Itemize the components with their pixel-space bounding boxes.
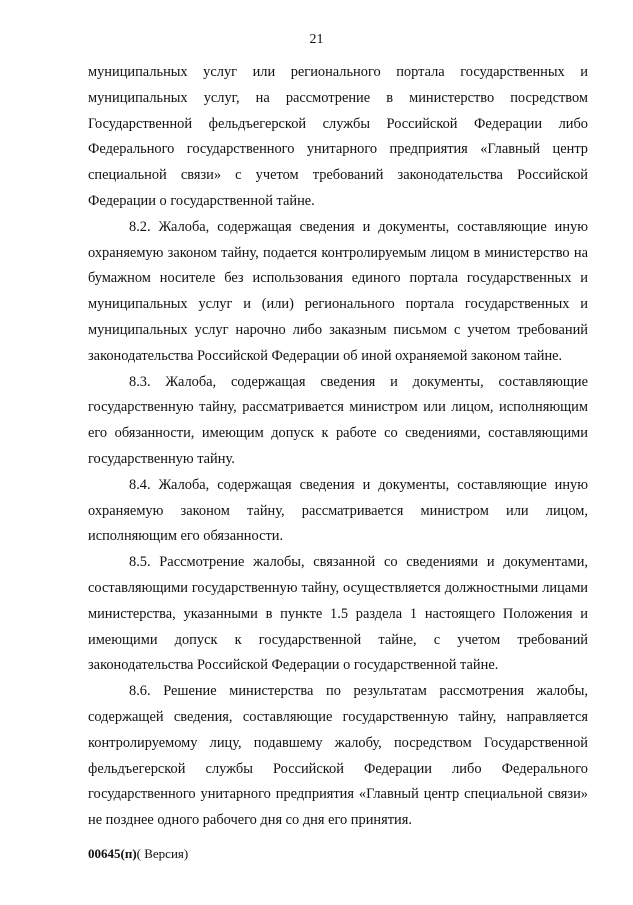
document-version: ( Версия) [136,846,189,861]
page-number: 21 [309,32,324,47]
paragraph-8-6: 8.6. Решение министерства по результатам рассмотрения жалобы, содержащей сведения, составляющие государственную тайну, направляется контролируемому лицу, подавшему жалобу, посредством Государственной фельдъегерской службы Российской Федерации либо Федерального государственного унитарного предприятия «Главный центр специальной связи» не позднее одного рабочего дня со дня его принятия. [88,683,588,829]
paragraph-continuation: муниципальных услуг или регионального портала государственных и муниципальных услуг, на рассмотрение в министерство посредством Государственной фельдъегерской службы Российской Федерации либо Федерального государственного унитарного предприятия «Главный центр специальной связи» с учетом требований законодательства Российской Федерации о государственной тайне. [88,64,588,209]
document-footer [88,845,188,863]
document-body [88,60,588,834]
paragraph-8-2: 8.2. Жалоба, содержащая сведения и документы, составляющие иную охраняемую законом тайну, подается контролируемым лицом в министерство на бумажном носителе без использования единого портала государственных и муниципальных услуг и (или) регионального портала государственных и муниципальных услуг нарочно либо заказным письмом с учетом требований законодательства Российской Федерации об иной охраняемой законом тайне. [88,218,588,364]
paragraph-8-3: 8.3. Жалоба, содержащая сведения и документы, составляющие государственную тайну, рассматривается министром или лицом, исполняющим его обязанности, имеющим допуск к работе со сведениями, составляющими государственную тайну. [88,373,588,467]
document-code: 00645(п) [88,846,137,861]
paragraph-8-5: 8.5. Рассмотрение жалобы, связанной со сведениями и документами, составляющими государственную тайну, осуществляется должностными лицами министерства, указанными в пункте 1.5 раздела 1 настоящего Положения и имеющими допуск к государственной тайне, с учетом требований законодательства Российской Федерации о государственной тайне. [88,554,588,674]
paragraph-8-4: 8.4. Жалоба, содержащая сведения и документы, составляющие иную охраняемую законом тайну, рассматривается министром или лицом, исполняющим его обязанности. [88,476,588,545]
